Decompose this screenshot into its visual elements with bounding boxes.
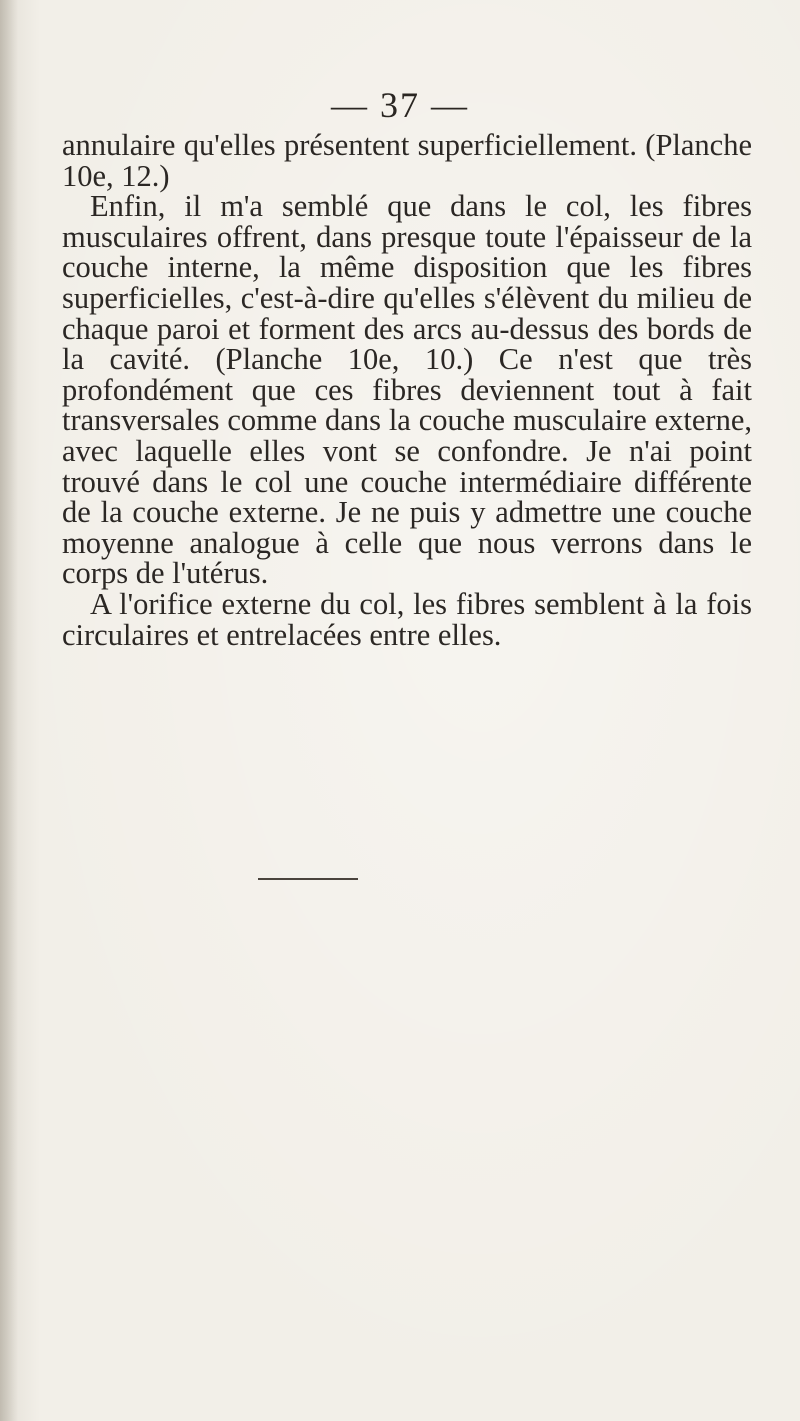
page-gutter-shadow [0, 0, 18, 1421]
section-divider-rule [258, 878, 358, 880]
body-text [62, 130, 752, 650]
paragraph-2: Enfin, il m'a semblé que dans le col, les fibres musculaires offrent, dans presque toute l'épaisseur de la couche interne, la même disposition que les fibres superficielles, c'est-à-dire qu'elles s'élèvent du milieu de chaque paroi et forment des arcs au-dessus des bords de la cavité. (Planche 10e, 10.) Ce n'est que très profondément que ces fibres deviennent tout à fait transversales comme dans la couche musculaire externe, avec laquelle elles vont se confondre. Je n'ai point trouvé dans le col une couche intermédiaire différente de la couche externe. Je ne puis y admettre une couche moyenne analogue à celle que nous verrons dans le corps de l'utérus. [62, 189, 752, 591]
paragraph-3: A l'orifice externe du col, les fibres semblent à la fois circulaires et entrelacées entre elles. [62, 586, 752, 652]
paragraph-1: annulaire qu'elles présentent superficiellement. (Planche 10e, 12.) [62, 128, 752, 193]
page-number: — 37 — [331, 85, 469, 125]
